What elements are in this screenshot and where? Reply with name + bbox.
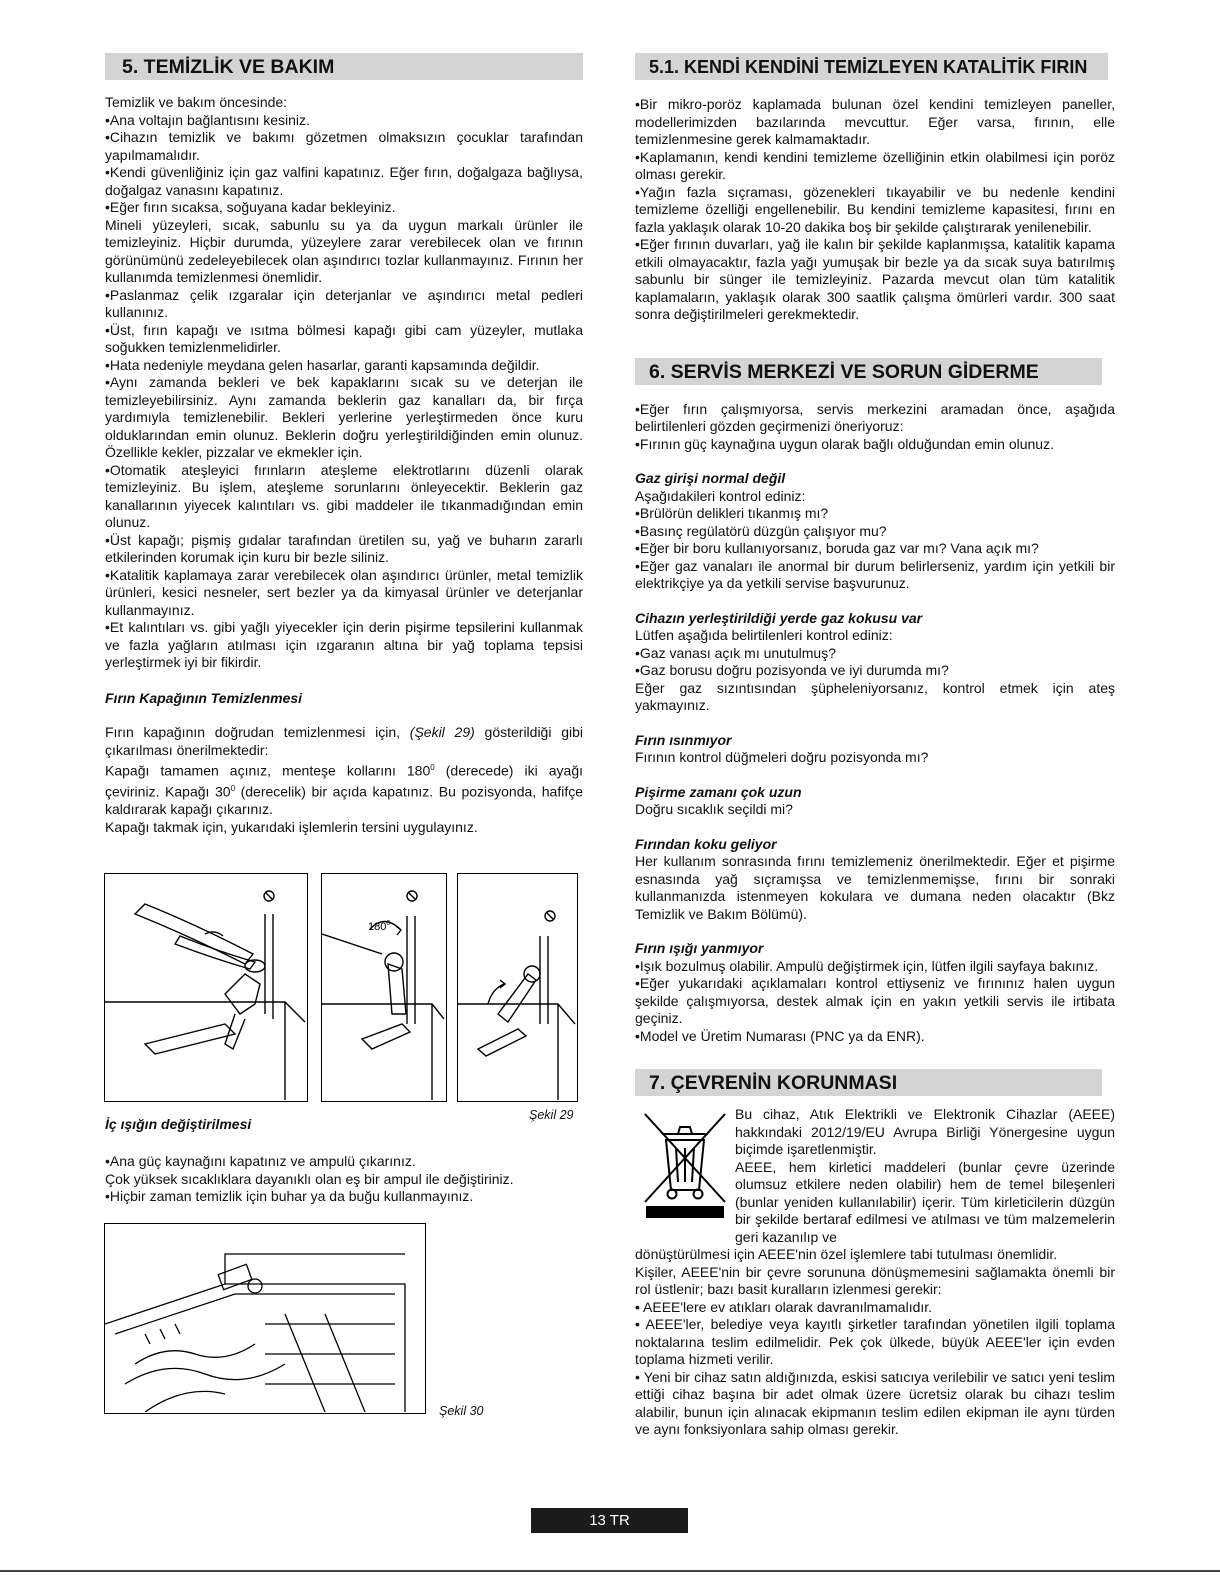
weee-line: dönüştürülmesi için AEEE'nin özel işlemlere tabi tutulması önemlidir. <box>635 1246 1058 1262</box>
left-column <box>105 53 583 836</box>
angle-label: $180^0$ <box>368 920 391 933</box>
section-5-line: •Paslanmaz çelik ızgaralar için deterjanlar ve aşındırıcı metal pedleri kullanınız. <box>105 286 583 320</box>
gas-smell-line: •Gaz borusu doğru pozisyonda ve iyi durumda mı? <box>635 662 949 678</box>
figure-30-caption: Şekil 30 <box>439 1404 484 1418</box>
section-6-line: •Fırının güç kaynağına uygun olarak bağlı olduğundan emin olunuz. <box>635 435 1054 452</box>
section-5-1-line: •Eğer fırının duvarları, yağ ile kalın bir şekilde kaplanmışsa, katalitik kapama etkili olmayacaktır, fazla yağı yumuşak bir bezle ya da sıcak suya batırılmış sabunlu bir sünger ile temizleyiniz. Pazarda mevcut olan tüm katalitik kaplamaların, yaklaşık olarak 300 saatlik çalışma ömürleri vardır. 300 saat sonra değiştirilmeleri gerekmektedir. <box>635 236 1115 322</box>
oven-odor-line: Her kullanım sonrasında fırını temizlemeniz önerilmektedir. Eğer et pişirme esnasında yağ sıçramışsa ve temizlenmemişse, fırını bir sonraki kullanmanızda istenmeyen kokulara ve dumana neden olacaktır (Bkz Temizlik ve Bakım Bölümü). <box>635 853 1115 922</box>
figure-30-panel <box>104 1223 426 1414</box>
cooking-time-line: Doğru sıcaklık seçildi mi? <box>635 801 793 817</box>
oven-light-line: •Işık bozulmuş olabilir. Ampulü değiştirmek için, lütfen ilgili sayfaya bakınız. <box>635 957 1099 974</box>
page-number: 13 TR <box>531 1508 688 1533</box>
oven-light-title: Fırın ışığı yanmıyor <box>635 940 764 956</box>
lamp-change-title: İç ışığın değiştirilmesi <box>105 1116 252 1132</box>
door-cleaning-line: Kapağı takmak için, yukarıdaki işlemlerin tersini uygulayınız. <box>105 818 478 835</box>
gas-smell-line: •Gaz vanası açık mı unutulmuş? <box>635 644 836 661</box>
section-5-line: •Cihazın temizlik ve bakımı gözetmen olmaksızın çocuklar tarafından yapılmamalıdır. <box>105 129 583 163</box>
section-7-title: 7. ÇEVRENİN KORUNMASI <box>649 1072 898 1094</box>
section-6-intro <box>635 401 1115 454</box>
pliers-hinge-illustration <box>105 874 306 1100</box>
lamp-change-body <box>105 1153 583 1206</box>
figure-29-caption: Şekil 29 <box>529 1108 574 1122</box>
section-5-line: •Ana voltajın bağlantısını kesiniz. <box>105 111 310 128</box>
gas-inlet-line: •Eğer gaz vanaları ile anormal bir durum belirlerseniz, yardım için yetkili bir elektrikçiye ya da yetkili servise başvurunuz. <box>635 557 1115 591</box>
door-cleaning-body <box>105 724 583 836</box>
door-cleaning-line <box>105 759 583 819</box>
weee-line: • Yeni bir cihaz satın aldığınızda, eskisi satıcıya verilebilir ve satıcı yeni teslim ettiği cihaz başına bir adet olmak üzere ücretsiz olarak bu cihazı teslim alabilir, bunun için alınacak ekipmanın teslim edilen ekipman ile aynı türden ve aynı fonksiyonlara sahip olması gerekir. <box>635 1368 1115 1437</box>
section-5-1-title: 5.1. KENDİ KENDİNİ TEMİZLEYEN KATALİTİK FIRIN <box>649 57 1088 77</box>
weee-line: AEEE, hem kirletici maddeleri (bunlar çevre üzerinde olumsuz etkilere neden olabilir) hem de temel bileşenleri (bunlar yeniden kullanılabilir) içerir. Tüm kirleticilerin düzgün bir şekilde bertaraf edilmesi ve atılması ve tüm malzemelerin geri kazanılıp ve <box>735 1158 1115 1245</box>
gas-smell-line: Eğer gaz sızıntısından şüpheleniyorsanız, kontrol etmek için ateş yakmayınız. <box>635 679 1115 713</box>
weee-side-text <box>735 1106 1115 1246</box>
figure-29-panel-pliers <box>104 873 308 1102</box>
oven-light-line: •Model ve Üretim Numarası (PNC ya da ENR). <box>635 1027 925 1044</box>
cooking-time-title: Pişirme zamanı çok uzun <box>635 783 802 800</box>
oven-odor-body <box>635 853 1115 923</box>
section-6-line: •Eğer fırın çalışmıyorsa, servis merkezini aramadan önce, aşağıda belirtilenleri gözden geçirmenizi öneriyoruz: <box>635 400 1115 434</box>
hinge-rotation-illustration <box>322 874 445 1100</box>
door-text: gösterildiği gibi çıkarılması önerilmektedir: <box>105 724 583 758</box>
crossed-bin-icon <box>640 1110 730 1218</box>
gas-smell-title: Cihazın yerleştirildiği yerde gaz kokusu var <box>635 609 923 626</box>
lamp-change-line: Çok yüksek sıcaklıklara dayanıklı olan eş bir ampul ile değiştiriniz. <box>105 1170 514 1187</box>
oven-not-heating-title: Fırın ısınmıyor <box>635 731 732 748</box>
weee-line: Kişiler, AEEE'nin bir çevre sorununa dönüşmemesini sağlamakta önemli bir rol üstlenir; bazı basit kuralların izlenmesi gerekir: <box>635 1263 1115 1297</box>
oven-not-heating-body <box>635 749 1115 767</box>
section-5-line: •Aynı zamanda bekleri ve bek kapaklarını sıcak su ve deterjan ile temizleyebilirsiniz. Aynı zamanda beklerin gaz kanalları da, bir fırça yardımıyla temizlenebilir. Bekleri yerlerine yerleştirmeden önce kuru olduklarından emin olunuz. Beklerin doğru yerleştirildiğinden emin olunuz. Özellikle kekler, pizzalar ve ekmekler için. <box>105 374 583 460</box>
section-5-1-line: •Kaplamanın, kendi kendini temizleme özelliğinin etkin olabilmesi için poröz olması gerekir. <box>635 148 1115 182</box>
section-6-header <box>635 358 1102 385</box>
oven-not-heating-line: Fırının kontrol düğmeleri doğru pozisyonda mı? <box>635 749 929 765</box>
door-text: (derecelik) bir açıda kapatınız. Bu pozisyonda, hafifçe kaldırarak kapağı çıkarınız. <box>105 783 583 818</box>
degree-mark: 0 <box>430 763 435 772</box>
section-5-1-header <box>635 53 1108 80</box>
section-5-body <box>105 94 583 672</box>
door-cleaning-line <box>105 724 583 759</box>
section-5-line: •Eğer fırın sıcaksa, soğuyana kadar bekleyiniz. <box>105 199 396 215</box>
door-text: Fırın kapağının doğrudan temizlenmesi için, <box>105 724 410 740</box>
section-5-1-line: •Bir mikro-poröz kaplamada bulunan özel kendini temizleyen paneller, modellerimizden bazılarında mevcuttur. Eğer varsa, fırının, elle temizlenmesine gerek kalmamaktadır. <box>635 96 1115 147</box>
section-5-line: •Üst kapağı; pişmiş gıdalar tarafından üretilen su, yağ ve buharın zararlı etkilerinden korumak için kuru bir bezle siliniz. <box>105 531 583 565</box>
lamp-change-line: •Ana güç kaynağını kapatınız ve ampulü çıkarınız. <box>105 1153 416 1169</box>
oven-lamp-illustration <box>105 1224 424 1412</box>
section-5-line: •Et kalıntıları vs. gibi yağlı yiyecekler için derin pişirme tepsilerini kullanmak ve fazla yağların atılması için ızgaranın altına bir yağ toplama tepsisi yerleştirmek iyi bir fikirdir. <box>105 619 583 670</box>
section-5-1-line: •Yağın fazla sıçraması, gözenekleri tıkayabilir ve bu nedenle kendini temizleme özelliği engellenebilir. Bu kendini temizleme kapasitesi, fırını en fazla yaklaşık olarak 10-20 dakika boş bir şekilde çalıştırarak yenilenebilir. <box>635 183 1115 235</box>
weee-body <box>635 1246 1115 1439</box>
gas-smell-line: Lütfen aşağıda belirtilenleri kontrol ediniz: <box>635 627 893 643</box>
section-5-line: •Hata nedeniyle meydana gelen hasarlar, garanti kapsamında değildir. <box>105 356 540 373</box>
section-6-title: 6. SERVİS MERKEZİ VE SORUN GİDERME <box>649 360 1039 383</box>
gas-inlet-line: •Brülörün delikleri tıkanmış mı? <box>635 505 829 521</box>
section-5-line: •Üst, fırın kapağı ve ısıtma bölmesi kapağı gibi cam yüzeyler, mutlaka soğukken temizlenmelidirler. <box>105 321 583 355</box>
oven-light-line: •Eğer yukarıdaki açıklamaları kontrol ettiyseniz ve fırınınız halen uygun şekilde çalışmıyorsa, destek almak için en yakın yetkili servis ile irtibata geçiniz. <box>635 975 1115 1026</box>
bottom-divider <box>0 1570 1220 1572</box>
oven-light-body <box>635 958 1115 1046</box>
weee-line: • AEEE'ler, belediye veya kayıtlı şirketler tarafından yönetilen ilgili toplama noktalarına teslim edilmelidir. Pek çok ülkede, büyük AEEE'ler için evden toplama hizmeti verilir. <box>635 1316 1115 1367</box>
door-cleaning-title: Fırın Kapağının Temizlenmesi <box>105 689 303 706</box>
weee-block <box>635 1106 1115 1246</box>
section-5-header <box>105 53 583 80</box>
section-7-header <box>635 1069 1102 1096</box>
oven-odor-title: Fırından koku geliyor <box>635 835 777 852</box>
figure-29-reference: (Şekil 29) <box>409 724 475 740</box>
gas-inlet-title: Gaz girişi normal değil <box>635 470 786 486</box>
cooking-time-body <box>635 801 1115 819</box>
gas-inlet-body <box>635 488 1115 593</box>
section-5-line: Mineli yüzeyleri, sıcak, sabunlu su ya da uygun markalı ürünler ile temizleyiniz. Hiçbir durumda, yüzeylere zarar verebilecek olan ve fırının görünümünü zedeleyebilecek olan aşındırıcı tozlar kullanmayınız. Fırının her kullanımda temizlenmesi önemlidir. <box>105 216 583 285</box>
door-text: Kapağı tamamen açınız, menteşe kollarını 180 <box>105 762 431 779</box>
section-5-title: 5. TEMİZLİK VE BAKIM <box>122 56 335 78</box>
gas-inlet-line: •Eğer bir boru kullanıyorsanız, boruda gaz var mı? Vana açık mı? <box>635 540 1039 556</box>
section-5-line: Temizlik ve bakım öncesinde: <box>105 94 288 110</box>
gas-inlet-line: Aşağıdakileri kontrol ediniz: <box>635 487 806 504</box>
degree-mark: 0 <box>230 784 236 794</box>
lamp-change-line: •Hiçbir zaman temizlik için buhar ya da buğu kullanmayınız. <box>105 1188 474 1204</box>
right-column <box>635 53 1115 1439</box>
gas-inlet-line: •Basınç regülatörü düzgün çalışıyor mu? <box>635 522 887 539</box>
figure-29-panel-rotate <box>321 873 447 1102</box>
weee-line: Bu cihaz, Atık Elektrikli ve Elektronik Cihazlar (AEEE) hakkındaki 2012/19/EU Avrupa Birliği Yönergesine uygun biçimde işaretlenmiştir. <box>735 1106 1115 1157</box>
section-5-line: •Otomatik ateşleyici fırınların ateşleme elektrotlarını düzenli olarak temizleyiniz. Bu işlem, ateşleme sorunlarını önleyecektir. Beklerin gaz kanallarının yiyecek kalıntıları vs. gibi maddeler ile tıkanmadığından emin olunuz. <box>105 461 583 530</box>
section-5-line: •Kendi güvenliğiniz için gaz valfini kapatınız. Eğer fırın, doğalgaza bağlıysa, doğalgaz vanasını kapatınız. <box>105 164 583 198</box>
door-lift-illustration <box>458 874 576 1100</box>
gas-smell-body <box>635 627 1115 715</box>
weee-line: • AEEE'lere ev atıkları olarak davranılmamalıdır. <box>635 1298 933 1315</box>
section-5-line: •Katalitik kaplamaya zarar verebilecek olan aşındırıcı ürünler, metal temizlik ürünleri, kesici nesneler, sert bezler ya da kimyasal ürünler ve deterjanlar kullanmayınız. <box>105 566 583 618</box>
section-5-1-body <box>635 96 1115 324</box>
figure-29-panel-lift <box>457 873 578 1102</box>
door-text: (derecede) iki ayağı çeviriniz. Kapağı 30 <box>105 762 583 800</box>
